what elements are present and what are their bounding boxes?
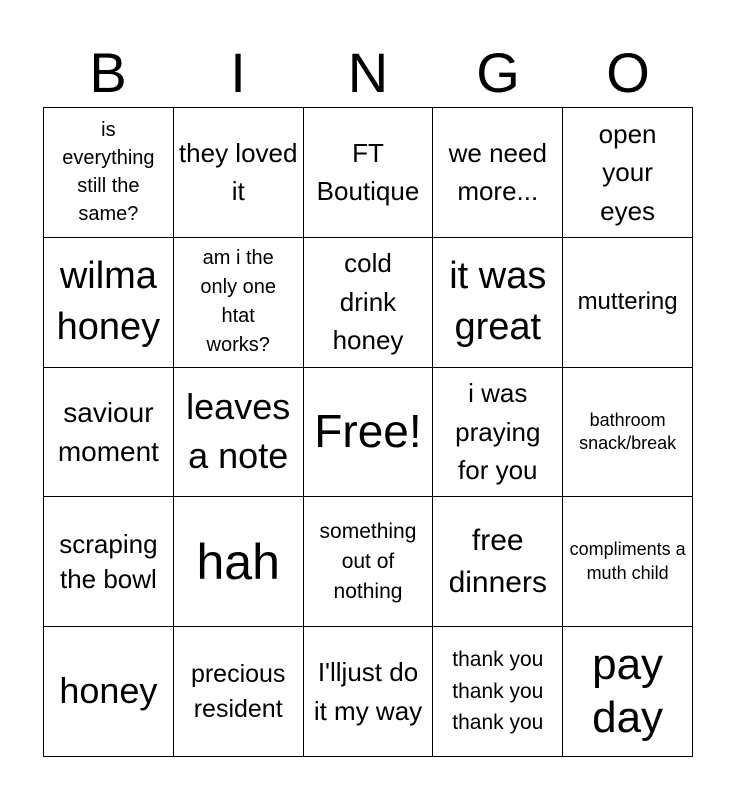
bingo-cell[interactable]	[304, 497, 434, 627]
bingo-cell[interactable]	[44, 497, 174, 627]
bingo-cell[interactable]	[563, 497, 693, 627]
bingo-cell[interactable]	[563, 108, 693, 238]
bingo-cell[interactable]	[44, 108, 174, 238]
cell-text: bathroom snack/break	[579, 409, 677, 453]
header-letter-o: O	[606, 41, 650, 104]
bingo-cell[interactable]	[304, 627, 434, 757]
bingo-header	[43, 40, 693, 106]
header-letter-n: N	[347, 41, 389, 104]
cell-text: something out of nothing	[319, 520, 417, 603]
cell-text: it was great	[449, 254, 547, 349]
bingo-cell[interactable]	[174, 627, 304, 757]
cell-text: precious resident	[190, 659, 286, 723]
cell-text: scraping the bowl	[59, 528, 158, 594]
cell-text: open your eyes	[598, 118, 657, 226]
cell-text: Free!	[314, 405, 422, 458]
cell-text: leaves a note	[186, 386, 291, 476]
header-letter-b: B	[89, 41, 127, 104]
bingo-cell[interactable]	[174, 238, 304, 368]
bingo-cell[interactable]	[433, 368, 563, 498]
bingo-cell[interactable]	[44, 627, 174, 757]
cell-text: muttering	[577, 288, 678, 316]
cell-text: FT Boutique	[316, 137, 420, 207]
bingo-cell[interactable]	[433, 108, 563, 238]
bingo-cell[interactable]	[174, 497, 304, 627]
cell-text: cold drink honey	[332, 248, 404, 356]
header-letter-i: I	[230, 41, 246, 104]
bingo-cell[interactable]	[304, 368, 434, 498]
bingo-cell[interactable]	[563, 368, 693, 498]
cell-text: is everything still the same?	[62, 119, 155, 226]
cell-text: they loved it	[178, 137, 298, 207]
cell-text: pay day	[592, 639, 664, 742]
cell-text: compliments a muth child	[569, 539, 686, 583]
cell-text: free dinners	[448, 523, 547, 599]
bingo-cell[interactable]	[304, 108, 434, 238]
bingo-cell[interactable]	[433, 238, 563, 368]
cell-text: wilma honey	[56, 254, 161, 349]
header-letter-g: G	[476, 41, 520, 104]
bingo-cell[interactable]	[563, 627, 693, 757]
bingo-cell[interactable]	[44, 238, 174, 368]
cell-text: am i the only one htat works?	[200, 247, 276, 357]
cell-text: thank you thank you thank you	[452, 648, 544, 735]
cell-text: i was praying for you	[455, 378, 541, 486]
bingo-cell[interactable]	[433, 497, 563, 627]
bingo-cell[interactable]	[174, 368, 304, 498]
cell-text: we need more...	[448, 137, 547, 207]
bingo-cell[interactable]	[563, 238, 693, 368]
bingo-cell[interactable]	[174, 108, 304, 238]
cell-text: saviour moment	[57, 396, 159, 467]
bingo-cell[interactable]	[433, 627, 563, 757]
bingo-cell[interactable]	[44, 368, 174, 498]
bingo-cell[interactable]	[304, 238, 434, 368]
cell-text: I'lljust do it my way	[313, 657, 423, 726]
cell-text: hah	[196, 533, 280, 590]
cell-text: honey	[59, 670, 158, 712]
bingo-board	[43, 107, 693, 757]
